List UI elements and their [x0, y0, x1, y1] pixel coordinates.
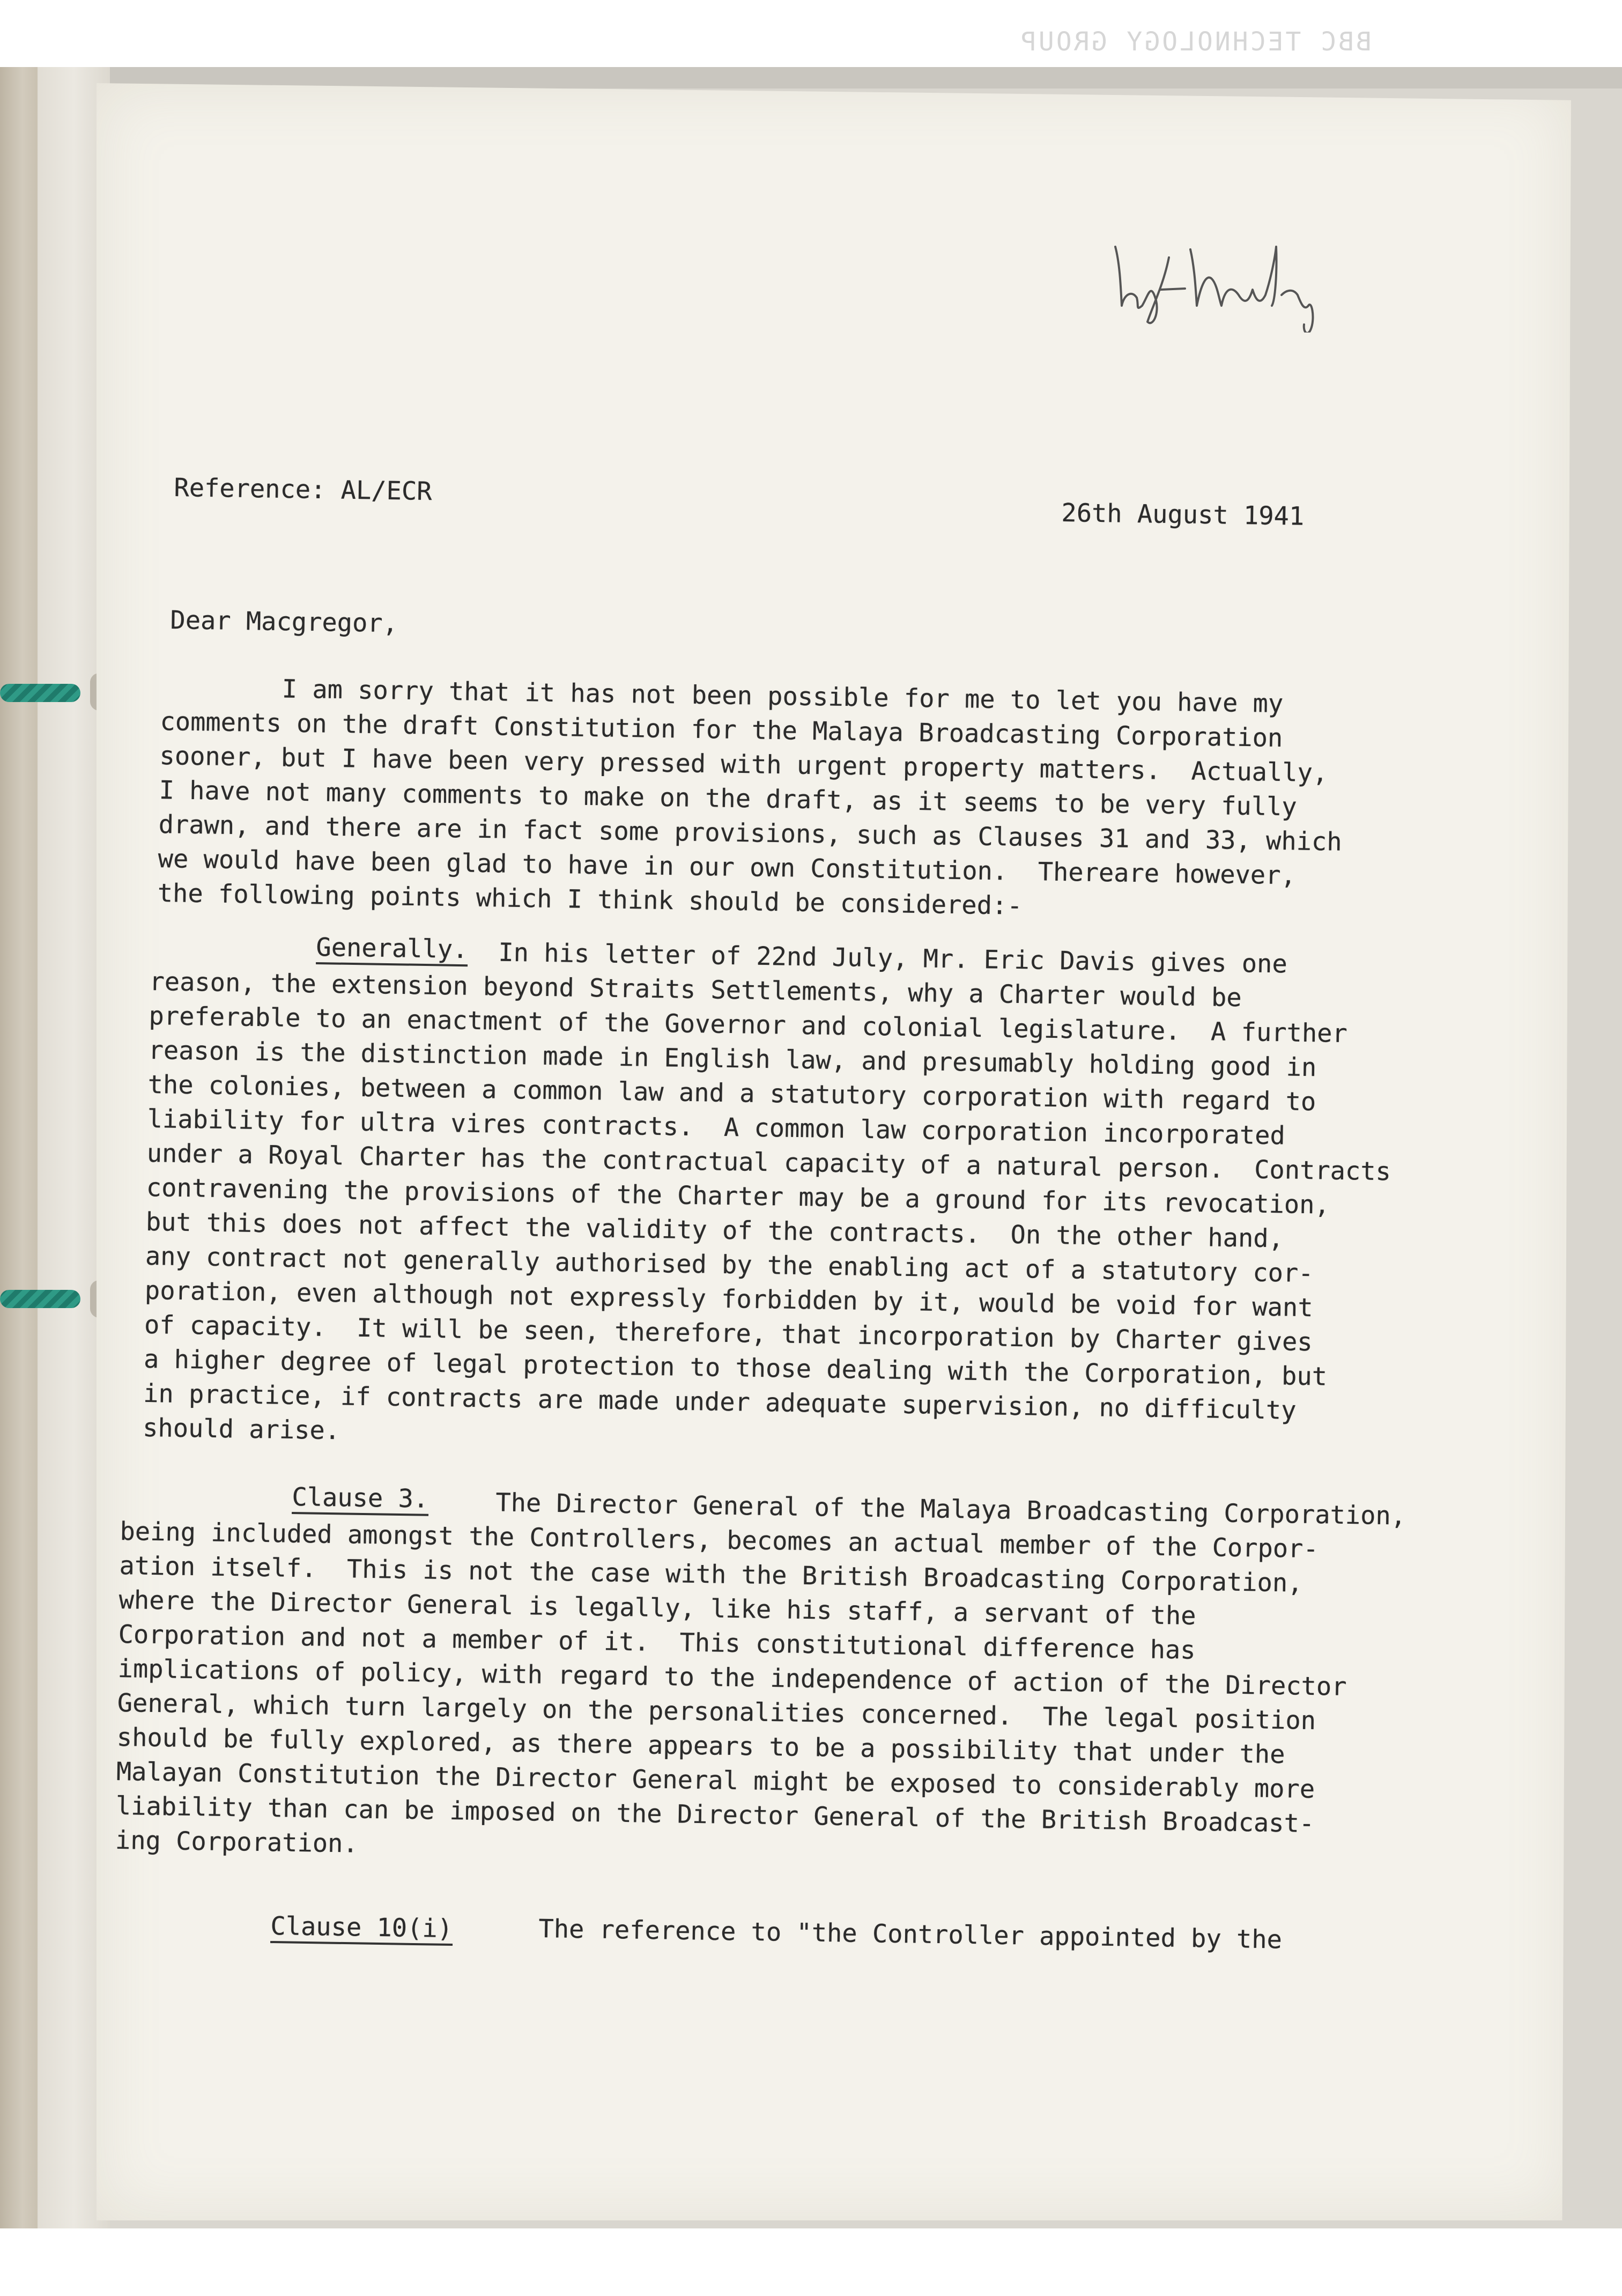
letter-date: 26th August 1941: [1061, 498, 1305, 531]
paragraph-generally: [143, 931, 1598, 1467]
heading-clause-3: Clause 3.: [292, 1482, 429, 1516]
binder-spine: [0, 67, 38, 2228]
handwritten-annotation: [1105, 225, 1330, 333]
binder-string-lower: [0, 1290, 80, 1308]
salutation: Dear Macgregor,: [170, 605, 398, 639]
paragraph-clause3-text: The Director General of the Malaya Broadcasting Corporation, being included amongst the Controllers, becomes an actual member of the Corpor- ation itself. This is not the case with the British Broadcasting Corporation, where the Director General is legally, like his staff, a servant of the Corporation and not a member of it. This constitutional difference has implications of policy, with regard to the independence of action of the Director General, which turn largely on the personalities concerned. The legal position should be fully explored, as there appears to be a possibility that under the Malayan Constitution the Director General might be exposed to considerably more liability than can be imposed on the Director General of the British Broadcast- ing Corporation.: [115, 1488, 1406, 1859]
mirrored-letterhead: BBC TECHNOLOGY GROUP: [1019, 27, 1372, 57]
paragraph-clause10-heading: [270, 1909, 453, 1946]
paragraph-clause3: [115, 1480, 1568, 1879]
heading-generally: Generally.: [316, 933, 468, 966]
paragraph-clause10: The reference to "the Controller appointed by the: [538, 1914, 1283, 1955]
binder-string-upper: [0, 684, 80, 702]
paragraph-intro: I am sorry that it has not been possible for me to let you have my comments on the draft Constitution for the Malaya Broadcasting Corporation sooner, but I have been very pressed with urgent property matters. Actually, I have not many comments to make on the draft, as it seems to be very fully drawn, and there are in fact some provisions, such as Clauses 31 and 33, which we would have been glad to have in our own Constitution. Thereare however, the following points which I think should be considered:-: [157, 672, 1343, 921]
paragraph-generally-text: In his letter of 22nd July, Mr. Eric Davis gives one reason, the extension beyond Straits Settlements, why a Charter would be preferable to an enactment of the Governor and colonial legislature. A further reason is the distinction made in English law, and presumably holding good in the colonies, between a common law and a statutory corporation with regard to liability for ultra vires contracts. A common law corporation incorporated under a Royal Charter has the contractual capacity of a natural person. Contracts contravening the provisions of the Charter may be a ground for its revocation, but this does not affect the validity of the contracts. On the other hand, any contract not generally authorised by the enabling act of a statutory cor- poration, even although not expressly forbidden by it, would be void for want of capacity. It will be seen, therefore, that incorporation by Charter gives a higher degree of legal protection to those dealing with the Corporation, but in practice, if contracts are made under adequate supervision, no difficulty should arise.: [142, 937, 1391, 1446]
heading-clause-10i: Clause 10(i): [270, 1911, 453, 1946]
reference-line: Reference: AL/ECR: [174, 473, 432, 507]
